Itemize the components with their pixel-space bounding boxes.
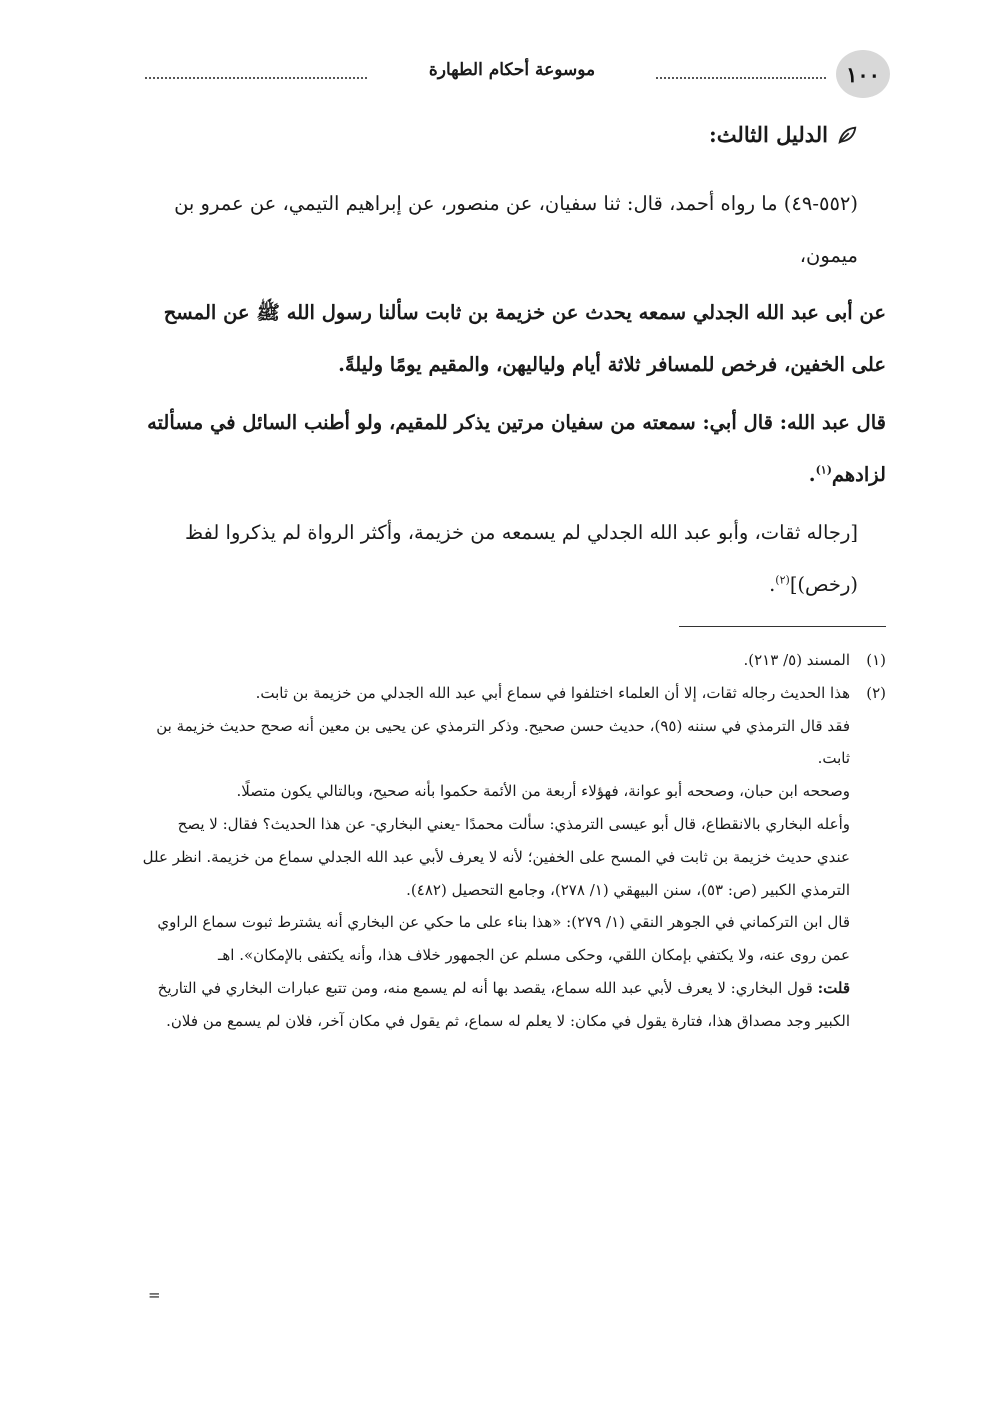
header-dotted-leader-right (656, 77, 826, 79)
section-heading (138, 122, 858, 147)
hadith-isnad: (٥٥٢-٤٩) ما رواه أحمد، قال: ثنا سفيان، عن منصور، عن إبراهيم التيمي، عن عمرو بن ميمون، (174, 192, 858, 267)
grading-note: [رجاله ثقات، وأبو عبد الله الجدلي لم يسمعه من خزيمة، وأكثر الرواة لم يذكروا لفظ (رخص)]$^{(٢)}$. (185, 521, 858, 596)
footnote-1: (١) المسند (٥/ ٢١٣). (141, 644, 886, 677)
footnote-2-para-5: قال ابن التركماني في الجوهر النقي (١/ ٢٧٩): «هذا بناء على ما حكي عن البخاري أنه يشترط ثبوت سماع الراوي عمن روى عنه، ولا يكتفي بإمكان اللقي، وحكى مسلم عن الجمهور خلاف هذا، وأنه يكتفى بالإمكان». اهـ (157, 913, 850, 965)
page-header (145, 50, 890, 98)
footnote-ref-2[interactable]: (٢) (775, 573, 790, 587)
footnote-ref-1[interactable]: (١) (815, 463, 832, 477)
continued-mark: = (148, 1286, 161, 1304)
footnote-2-para-6: قلت: قول البخاري: لا يعرف لأبي عبد الله سماع، يقصد بها أنه لم يسمع منه، ومن تتبع عبارات البخاري في التاريخ الكبير وجد مصداق هذا، فتارة يقول في مكان: لا يعلم له سماع، ثم يقول في مكان آخر، فلان لم يسمع من فلان. (157, 978, 850, 1030)
footnote-separator (679, 626, 886, 627)
footnote-2-number: (٢) (866, 683, 886, 702)
footnote-2-para-3: وصححه ابن حبان، وصححه أبو عوانة، فهؤلاء أربعة من الأئمة حكموا بأنه صحيح، وبالتالي يكون متصلًا. (236, 782, 850, 801)
page-number-badge: ١٠٠ (836, 50, 890, 98)
footnote-2-para-4: وأعله البخاري بالانقطاع، قال أبو عيسى الترمذي: سألت محمدًا -يعني البخاري- عن هذا الحديث؟ فقال: لا يصح عندي حديث خزيمة بن ثابت في المسح على الخفين؛ لأنه لا يعرف لأبي عبد الله الجدلي سماع من خزيمة. انظر علل الترمذي الكبير (ص: ٥٣)، سنن البيهقي (١/ ٢٧٨)، وجامع التحصيل (٤٨٢). (142, 814, 850, 899)
footnote-2-para-2: فقد قال الترمذي في سننه (٩٥)، حديث حسن صحيح. وذكر الترمذي عن يحيى بن معين أنه صحح حديث خزيمة بن ثابت. (156, 716, 850, 768)
running-title: موسوعة أحكام الطهارة (428, 60, 596, 80)
hadith-text: عن أبى عبد الله الجدلي سمعه يحدث عن خزيمة بن ثابت سألنا رسول الله ﷺ عن المسح على الخفين، فرخص للمسافر ثلاثة أيام ولياليهن، والمقيم يومًا وليلةً. (163, 301, 886, 376)
header-dotted-leader-left (145, 77, 367, 79)
abdullah-comment: قال عبد الله: قال أبي: سمعته من سفيان مرتين يذكر للمقيم، ولو أطنب السائل في مسألته لزادهم$^{(١)}$. (147, 411, 886, 486)
leaf-icon (836, 124, 858, 146)
footnotes (141, 644, 886, 1038)
footnote-1-number: (١) (866, 651, 886, 669)
section-title: الدليل الثالث: (709, 122, 828, 147)
footnote-2: (٢) هذا الحديث رجاله ثقات، إلا أن العلماء اختلفوا في سماع أبي عبد الله الجدلي من خزيمة بن ثابت. (141, 677, 886, 710)
